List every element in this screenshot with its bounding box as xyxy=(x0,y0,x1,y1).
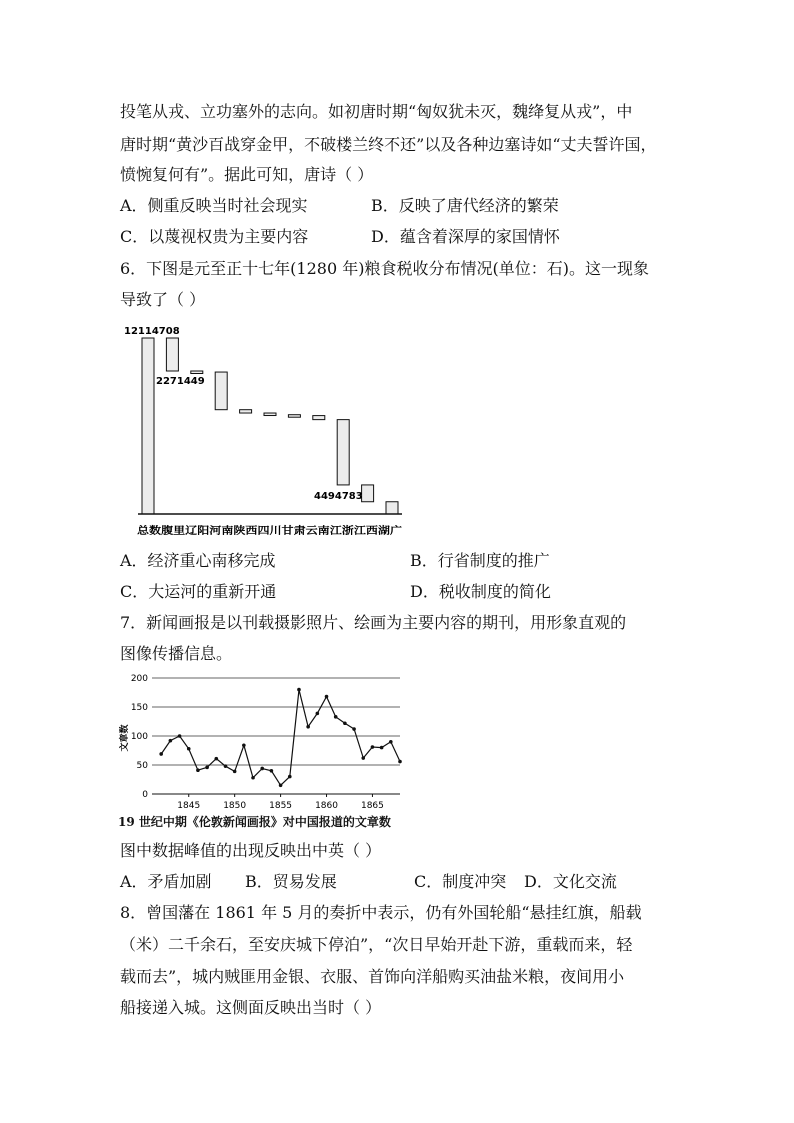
data-point xyxy=(288,775,292,779)
data-point xyxy=(279,784,283,788)
data-point xyxy=(371,745,375,749)
q7-question: 图中数据峰值的出现反映出中英（ ） xyxy=(120,841,382,860)
data-point xyxy=(187,747,191,751)
waterfall-bar-5 xyxy=(264,413,276,416)
waterfall-label-total: 12114708 xyxy=(124,326,180,337)
y-tick-label: 0 xyxy=(142,790,148,800)
data-point xyxy=(178,734,182,738)
y-tick-label: 150 xyxy=(130,703,148,713)
q6-option-a: A．经济重心南移完成 xyxy=(120,551,276,570)
data-point xyxy=(196,768,200,772)
q7-option-c: C．制度冲突 xyxy=(414,872,507,891)
x-tick-label: 1850 xyxy=(223,801,247,811)
q8-text-line-3: 载而去”，城内贼匪用金银、衣服、首饰向洋船购买油盐米粮，夜间用小 xyxy=(120,967,625,986)
data-point xyxy=(352,727,356,731)
data-point xyxy=(325,695,329,699)
data-point xyxy=(224,764,228,768)
y-tick-label: 100 xyxy=(130,732,148,742)
data-point xyxy=(343,721,347,725)
data-point xyxy=(297,688,301,692)
waterfall-category-axis: 总数腹里辽阳河南陕西四川甘肃云南江浙江西湖广 xyxy=(137,526,357,537)
data-point xyxy=(205,766,209,770)
data-point xyxy=(398,760,402,764)
waterfall-bar-2 xyxy=(191,371,203,374)
q5-option-b: B．反映了唐代经济的繁荣 xyxy=(371,196,559,215)
q5-text-line-3: 愤惋复何有”。据此可知，唐诗（ ） xyxy=(120,165,374,184)
waterfall-bar-3 xyxy=(215,372,227,410)
data-point xyxy=(270,769,274,773)
q7-option-a: A．矛盾加剧 xyxy=(120,872,212,891)
waterfall-bar-6 xyxy=(288,415,300,418)
y-tick-label: 200 xyxy=(130,674,148,684)
data-point xyxy=(251,776,255,780)
waterfall-bar-9 xyxy=(362,485,374,502)
data-point xyxy=(389,740,393,744)
q5-option-a: A．侧重反映当时社会现实 xyxy=(120,196,308,215)
waterfall-bar-7 xyxy=(313,416,325,420)
x-tick-label: 1855 xyxy=(269,801,293,811)
q7-text-line-2: 图像传播信息。 xyxy=(120,644,233,663)
waterfall-bar-0 xyxy=(142,338,154,514)
news-article-line-chart xyxy=(110,668,410,814)
x-tick-label: 1865 xyxy=(360,801,384,811)
q6-text-line-1: 6．下图是元至正十七年(1280 年)粮食税收分布情况(单位：石)。这一现象 xyxy=(120,259,649,278)
line-chart-caption: 19 世纪中期《伦敦新闻画报》对中国报道的文章数 xyxy=(118,815,391,829)
x-tick-label: 1860 xyxy=(315,801,338,811)
waterfall-bar-8 xyxy=(337,420,349,485)
data-point xyxy=(159,752,163,756)
q8-text-line-2: （米）二千余石，至安庆城下停泊”，“次日早始开赴下游，重载而来，轻 xyxy=(120,935,633,954)
q7-option-d: D．文化交流 xyxy=(524,872,617,891)
q8-text-line-1: 8．曾国藩在 1861 年 5 月的奏折中表示，仍有外国轮船“悬挂红旗，船载 xyxy=(120,903,642,922)
data-point xyxy=(260,767,264,771)
data-point xyxy=(306,725,310,729)
q5-option-d: D．蕴含着深厚的家国情怀 xyxy=(371,227,560,246)
waterfall-bar-10 xyxy=(386,502,398,514)
waterfall-bar-4 xyxy=(240,410,252,413)
x-tick-label: 1845 xyxy=(177,801,201,811)
q6-option-c: C．大运河的重新开通 xyxy=(120,582,277,601)
data-point xyxy=(316,712,320,716)
q5-text-line-2: 唐时期“黄沙百战穿金甲，不破楼兰终不还”以及各种边塞诗如“丈夫誓许国， xyxy=(120,135,657,154)
q6-option-b: B．行省制度的推广 xyxy=(410,551,550,570)
q5-option-c: C．以蔑视权贵为主要内容 xyxy=(120,227,309,246)
q6-option-d: D．税收制度的简化 xyxy=(410,582,551,601)
q6-text-line-2: 导致了（ ） xyxy=(120,290,206,309)
data-point xyxy=(334,715,338,719)
data-point xyxy=(380,746,384,750)
data-point xyxy=(242,743,246,747)
q7-option-b: B．贸易发展 xyxy=(245,872,337,891)
waterfall-label-second: 2271449 xyxy=(156,376,205,387)
waterfall-label-ninth: 4494783 xyxy=(314,491,363,502)
data-point xyxy=(361,756,365,760)
q8-text-line-4: 船接递入城。这侧面反映出当时（ ） xyxy=(120,998,382,1017)
grain-tax-waterfall-chart xyxy=(118,318,418,540)
y-tick-label: 50 xyxy=(136,761,148,771)
line-chart-ylabel: 文章数 xyxy=(120,724,130,752)
data-point xyxy=(233,770,237,774)
q7-text-line-1: 7．新闻画报是以刊载摄影照片、绘画为主要内容的期刊，用形象直观的 xyxy=(120,613,627,632)
q5-text-line-1: 投笔从戎、立功塞外的志向。如初唐时期“匈奴犹未灭，魏绛复从戎”，中 xyxy=(120,102,633,121)
data-point xyxy=(214,757,218,761)
data-point xyxy=(169,739,173,743)
waterfall-bar-1 xyxy=(166,338,178,371)
